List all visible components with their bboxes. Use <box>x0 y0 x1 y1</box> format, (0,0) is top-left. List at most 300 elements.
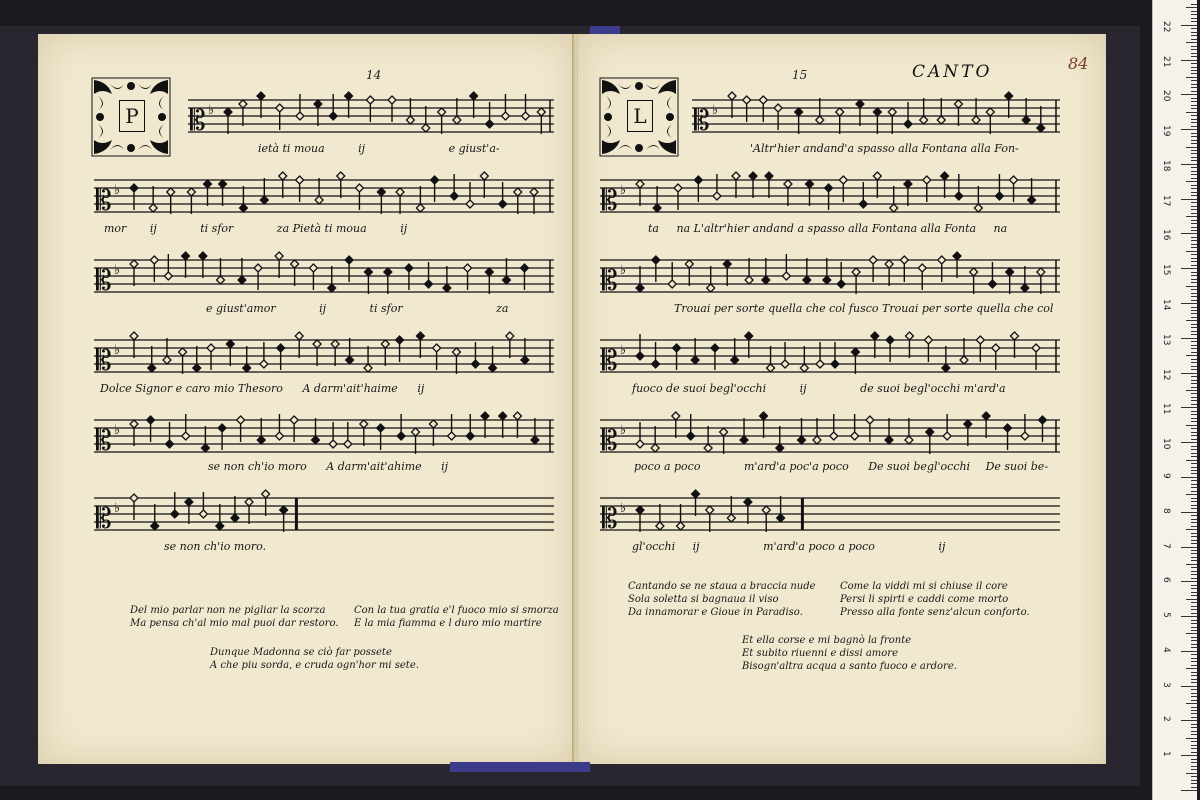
note-head <box>830 432 838 440</box>
ruler-tick <box>1191 759 1197 760</box>
ruler-tick <box>1191 473 1197 474</box>
ruler-tick <box>1191 153 1197 154</box>
note-head <box>331 340 339 348</box>
ruler-tick <box>1191 133 1197 134</box>
ruler-tick <box>1191 762 1197 763</box>
note-head <box>314 100 322 108</box>
note-head <box>364 268 372 276</box>
ruler-tick <box>1191 727 1197 728</box>
note-head <box>920 116 928 124</box>
svg-text:♭: ♭ <box>114 343 121 358</box>
note-head <box>706 506 714 514</box>
ruler-tick <box>1191 540 1197 541</box>
note-head <box>513 412 521 420</box>
poem-line: Et ella corse e mi bagnò la fronte <box>742 635 912 646</box>
ruler-tick <box>1191 421 1197 422</box>
note-head <box>1010 332 1018 340</box>
ruler-tick <box>1191 734 1197 735</box>
note-head <box>262 490 270 498</box>
right-page-number: 15 <box>792 68 808 82</box>
svg-text:♭: ♭ <box>114 423 121 438</box>
ruler-tick <box>1191 654 1197 655</box>
ruler-tick <box>1181 720 1197 721</box>
note-head <box>825 184 833 192</box>
note-head <box>151 522 159 530</box>
ruler-tick <box>1191 741 1197 742</box>
ruler-tick <box>1191 84 1197 85</box>
note-head <box>291 260 299 268</box>
note-head <box>798 436 806 444</box>
note-head <box>464 264 472 272</box>
poem-line: Con la tua gratia e'l fuoco mio si smorza <box>354 605 559 616</box>
note-head <box>813 436 821 444</box>
clef-icon: 𝄡 <box>602 424 618 457</box>
note-head <box>871 332 879 340</box>
lyric-text: ti sfor <box>369 302 403 315</box>
poem-stanza <box>210 646 419 672</box>
note-head <box>239 204 247 212</box>
clef-icon: 𝄡 <box>602 502 618 535</box>
ruler-tick <box>1186 147 1197 148</box>
poem-stanza <box>628 580 816 619</box>
ruler-tick <box>1181 407 1197 408</box>
note-head <box>149 204 157 212</box>
note-head <box>1021 432 1029 440</box>
note-head <box>995 192 1003 200</box>
poem-line: Dunque Madonna se ciò far possete <box>210 647 392 658</box>
poem-line: Cantando se ne staua a braccia nude <box>628 581 816 592</box>
ruler-tick <box>1191 467 1197 468</box>
clef-icon: 𝄡 <box>602 264 618 297</box>
ruler-tick <box>1186 738 1197 739</box>
ruler-tick <box>1191 387 1197 388</box>
note-head <box>470 92 478 100</box>
ruler-tick <box>1191 400 1197 401</box>
note-head <box>377 424 385 432</box>
note-head <box>312 436 320 444</box>
ruler-tick <box>1191 519 1197 520</box>
note-head <box>988 280 996 288</box>
ruler-tick <box>1191 588 1197 589</box>
poem-line: Et subito riuenni e dissi amore <box>742 648 898 659</box>
note-head <box>405 264 413 272</box>
ruler-tick <box>1191 362 1197 363</box>
note-head <box>218 424 226 432</box>
lyric-text: ij <box>149 222 157 235</box>
ruler-tick <box>1186 286 1197 287</box>
ruler-tick <box>1191 174 1197 175</box>
note-head <box>345 92 353 100</box>
ruler-tick <box>1191 567 1197 568</box>
ruler-tick <box>1191 258 1197 259</box>
note-head <box>429 420 437 428</box>
note-head <box>219 180 227 188</box>
ruler-tick <box>1191 282 1197 283</box>
lyric-text: m'ard'a poco a poco <box>763 540 875 553</box>
ruler-tick <box>1181 25 1197 26</box>
ruler-tick <box>1191 404 1197 405</box>
ruler-tick <box>1191 393 1197 394</box>
ruler-tick <box>1191 192 1197 193</box>
clef-icon: 𝄡 <box>96 344 112 377</box>
bookmark-ribbon <box>450 762 590 772</box>
note-head <box>885 436 893 444</box>
note-head <box>941 172 949 180</box>
note-head <box>727 514 735 522</box>
note-head <box>431 176 439 184</box>
ruler-tick <box>1191 80 1197 81</box>
ruler-tick <box>1191 56 1197 57</box>
ruler-tick <box>1191 324 1197 325</box>
ruler-tick <box>1191 244 1197 245</box>
note-head <box>480 172 488 180</box>
note-head <box>481 412 489 420</box>
note-head <box>406 116 414 124</box>
ruler-tick <box>1191 67 1197 68</box>
note-head <box>360 420 368 428</box>
lyric-line <box>632 540 945 553</box>
ruler-tick <box>1191 296 1197 297</box>
poem-stanza <box>130 604 338 630</box>
note-head <box>179 348 187 356</box>
ruler-label: 16 <box>1161 229 1171 241</box>
note-head <box>691 356 699 364</box>
note-head <box>1032 344 1040 352</box>
lyric-line <box>632 382 1006 395</box>
ruler-tick <box>1191 98 1197 99</box>
svg-text:♭: ♭ <box>208 103 215 118</box>
ruler-tick <box>1191 623 1197 624</box>
ruler-tick <box>1191 366 1197 367</box>
ruler-tick <box>1186 564 1197 565</box>
note-head <box>245 498 253 506</box>
ruler-tick <box>1191 491 1197 492</box>
svg-text:♭: ♭ <box>712 103 719 118</box>
note-head <box>443 284 451 292</box>
note-head <box>923 176 931 184</box>
lyric-text: ij <box>692 540 700 553</box>
note-head <box>147 416 155 424</box>
lyric-text: ij <box>938 540 946 553</box>
lyric-text: m'ard'a poc'a poco <box>743 460 849 473</box>
ruler-tick <box>1181 60 1197 61</box>
note-head <box>520 264 528 272</box>
note-head <box>355 184 363 192</box>
note-head <box>731 356 739 364</box>
ruler-tick <box>1191 449 1197 450</box>
ruler-tick <box>1191 178 1197 179</box>
svg-text:♭: ♭ <box>114 183 121 198</box>
note-head <box>231 514 239 522</box>
note-head <box>366 96 374 104</box>
ruler-tick <box>1191 206 1197 207</box>
note-head <box>636 352 644 360</box>
note-head <box>924 336 932 344</box>
ruler-tick <box>1191 272 1197 273</box>
ruler-tick <box>1191 414 1197 415</box>
ruler-tick <box>1186 599 1197 600</box>
note-head <box>1005 92 1013 100</box>
note-head <box>873 108 881 116</box>
note-head <box>888 108 896 116</box>
note-head <box>1022 116 1030 124</box>
note-head <box>784 180 792 188</box>
ruler-label: 21 <box>1161 55 1171 68</box>
lyric-line <box>104 222 407 235</box>
note-head <box>280 506 288 514</box>
note-head <box>277 344 285 352</box>
note-head <box>704 444 712 452</box>
note-head <box>918 264 926 272</box>
ruler-tick <box>1191 160 1197 161</box>
poem-line: Presso alla fonte senz'alcun conforto. <box>840 607 1030 618</box>
ruler-tick <box>1191 585 1197 586</box>
ruler-tick <box>1191 188 1197 189</box>
ruler-tick <box>1191 369 1197 370</box>
note-head <box>745 332 753 340</box>
note-head <box>182 432 190 440</box>
note-head <box>329 112 337 120</box>
music-staff <box>94 246 554 306</box>
lyric-line <box>100 382 424 395</box>
note-head <box>204 180 212 188</box>
clef-icon: 𝄡 <box>694 104 710 137</box>
ruler-tick <box>1191 254 1197 255</box>
ruler-tick <box>1181 790 1197 791</box>
ruler-tick <box>1191 185 1197 186</box>
ruler-tick <box>1191 748 1197 749</box>
ruler-tick <box>1191 359 1197 360</box>
note-head <box>852 268 860 276</box>
ruler-tick <box>1181 199 1197 200</box>
note-head <box>859 200 867 208</box>
ruler-tick <box>1191 223 1197 224</box>
note-head <box>636 440 644 448</box>
ruler-tick <box>1191 526 1197 527</box>
ruler-tick <box>1191 227 1197 228</box>
ruler-tick <box>1191 331 1197 332</box>
ruler-tick <box>1191 543 1197 544</box>
ruler-tick <box>1191 49 1197 50</box>
note-head <box>130 494 138 502</box>
lyric-text: ij <box>358 142 366 155</box>
note-head <box>851 348 859 356</box>
note-head <box>344 440 352 448</box>
note-head <box>953 252 961 260</box>
initial-letter: P <box>119 100 145 132</box>
ruler-tick <box>1181 303 1197 304</box>
ruler-tick <box>1191 418 1197 419</box>
note-head <box>506 332 514 340</box>
lyric-line <box>208 460 448 473</box>
lyric-text: na <box>993 222 1008 235</box>
note-head <box>193 364 201 372</box>
note-head <box>762 276 770 284</box>
lyric-text: Trouai per sorte quella che col fusco Trouai per sorte quella che col <box>674 302 1054 315</box>
note-head <box>720 428 728 436</box>
note-head <box>974 204 982 212</box>
ruler-tick <box>1191 487 1197 488</box>
note-head <box>243 364 251 372</box>
ruler-tick <box>1191 380 1197 381</box>
lyric-text: 'Altr'hier andand'a spasso alla Fontana alla Fon- <box>750 142 1019 155</box>
ruler-tick <box>1186 668 1197 669</box>
note-head <box>182 252 190 260</box>
ruler-tick <box>1191 348 1197 349</box>
note-head <box>187 188 195 196</box>
note-head <box>377 188 385 196</box>
ruler-tick <box>1186 460 1197 461</box>
ruler-tick <box>1191 439 1197 440</box>
ruler-label: 20 <box>1161 90 1171 102</box>
ruler-tick <box>1191 397 1197 398</box>
ruler-tick <box>1191 498 1197 499</box>
note-head <box>765 172 773 180</box>
note-head <box>276 104 284 112</box>
note-head <box>167 188 175 196</box>
note-head <box>185 498 193 506</box>
note-head <box>438 108 446 116</box>
note-head <box>433 344 441 352</box>
decorated-initial-left <box>90 76 172 158</box>
note-head <box>237 416 245 424</box>
note-head <box>486 120 494 128</box>
note-head <box>806 180 814 188</box>
ruler-label: 11 <box>1161 403 1171 415</box>
note-head <box>485 268 493 276</box>
note-head <box>937 116 945 124</box>
note-head <box>942 364 950 372</box>
lyric-text: ij <box>417 382 425 395</box>
note-head <box>851 432 859 440</box>
note-head <box>448 432 456 440</box>
lyric-text: A darm'ait'ahime <box>326 460 422 473</box>
note-head <box>673 344 681 352</box>
ruler-tick <box>1191 195 1197 196</box>
ruler-tick <box>1191 710 1197 711</box>
note-head <box>315 196 323 204</box>
lyric-line <box>634 460 1048 473</box>
music-staff <box>188 86 554 146</box>
ruler-tick <box>1191 787 1197 788</box>
ruler-label: 15 <box>1161 264 1171 276</box>
note-head <box>972 116 980 124</box>
ruler-tick <box>1191 689 1197 690</box>
ruler-tick <box>1186 181 1197 182</box>
lyric-text: za <box>496 302 509 315</box>
ruler-tick <box>1181 129 1197 130</box>
ruler-tick <box>1191 345 1197 346</box>
ruler-tick <box>1191 73 1197 74</box>
ruler-tick <box>1191 46 1197 47</box>
note-head <box>452 348 460 356</box>
ruler-tick <box>1191 592 1197 593</box>
note-head <box>412 428 420 436</box>
note-head <box>329 440 337 448</box>
svg-text:♭: ♭ <box>114 263 121 278</box>
ruler-tick <box>1191 606 1197 607</box>
ruler-tick <box>1191 21 1197 22</box>
ruler-tick <box>1181 755 1197 756</box>
ruler-label: 10 <box>1161 438 1171 450</box>
ruler-tick <box>1191 327 1197 328</box>
note-head <box>938 256 946 264</box>
note-head <box>346 356 354 364</box>
note-head <box>803 276 811 284</box>
note-head <box>388 96 396 104</box>
right-page <box>578 34 1106 764</box>
clef-icon: 𝄡 <box>96 264 112 297</box>
ruler-tick <box>1191 91 1197 92</box>
ruler-tick <box>1191 334 1197 335</box>
note-head <box>723 260 731 268</box>
left-page-number: 14 <box>366 68 382 82</box>
note-head <box>313 340 321 348</box>
ruler-tick <box>1191 637 1197 638</box>
poem-stanza <box>742 634 957 673</box>
ruler-tick <box>1191 717 1197 718</box>
lyric-text: ti sfor <box>200 222 234 235</box>
measurement-ruler <box>1152 0 1197 800</box>
ruler-label: 5 <box>1161 612 1171 618</box>
ruler-tick <box>1191 640 1197 641</box>
ruler-tick <box>1186 494 1197 495</box>
svg-text:♭: ♭ <box>620 423 627 438</box>
note-head <box>499 200 507 208</box>
ruler-tick <box>1191 220 1197 221</box>
music-staff <box>94 406 554 466</box>
ruler-tick <box>1191 101 1197 102</box>
ruler-tick <box>1191 661 1197 662</box>
note-head <box>224 108 232 116</box>
lyric-text: ij <box>319 302 327 315</box>
ruler-tick <box>1191 675 1197 676</box>
note-head <box>636 284 644 292</box>
note-head <box>782 272 790 280</box>
ruler-tick <box>1191 658 1197 659</box>
note-head <box>171 510 179 518</box>
ruler-tick <box>1191 508 1197 509</box>
svg-text:♭: ♭ <box>620 343 627 358</box>
note-head <box>904 120 912 128</box>
ruler-tick <box>1191 341 1197 342</box>
lyric-text: se non ch'io moro. <box>164 540 267 553</box>
note-head <box>837 280 845 288</box>
note-head <box>728 92 736 100</box>
ruler-tick <box>1191 317 1197 318</box>
lyric-line <box>164 540 266 553</box>
note-head <box>839 176 847 184</box>
svg-text:♭: ♭ <box>620 183 627 198</box>
note-head <box>466 432 474 440</box>
initial-letter: L <box>627 100 653 132</box>
ruler-tick <box>1191 766 1197 767</box>
note-head <box>489 364 497 372</box>
ruler-tick <box>1191 230 1197 231</box>
ruler-tick <box>1186 355 1197 356</box>
poem-line: E la mia fiamma e l duro mio martire <box>354 618 542 629</box>
note-head <box>964 420 972 428</box>
note-head <box>199 510 207 518</box>
note-head <box>976 336 984 344</box>
ruler-tick <box>1186 529 1197 530</box>
lyric-text: ietà ti moua <box>258 142 325 155</box>
note-head <box>886 336 894 344</box>
note-head <box>453 116 461 124</box>
poem-line: Sola soletta si bagnaua il viso <box>628 594 779 605</box>
note-head <box>970 268 978 276</box>
ruler-tick <box>1186 42 1197 43</box>
